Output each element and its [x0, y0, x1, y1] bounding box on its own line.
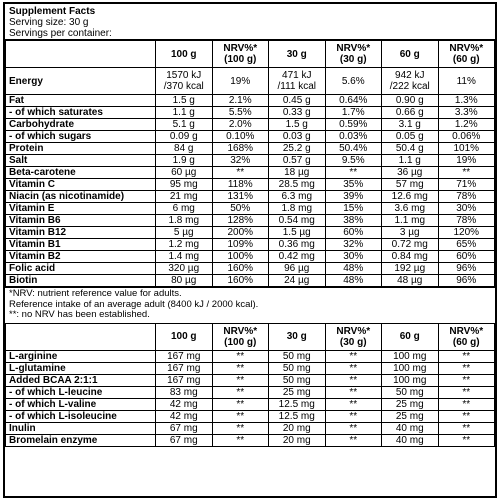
- cell-value: 0.33 g: [269, 107, 326, 119]
- cell-value: 3.1 g: [382, 119, 439, 131]
- cell-value: 128%: [212, 215, 269, 227]
- cell-value: 40 mg: [382, 422, 439, 434]
- amino-acid-table: [5, 323, 495, 447]
- cell-value: 6 mg: [156, 203, 213, 215]
- table-row: [6, 203, 495, 215]
- cell-value: 20 mg: [269, 434, 326, 446]
- serving-size: Serving size: 30 g: [9, 17, 89, 28]
- cell-value: 167 mg: [156, 374, 213, 386]
- cell-value: 50.4%: [325, 143, 382, 155]
- cell-value: 0.84 mg: [382, 251, 439, 263]
- cell-value: 48 µg: [382, 275, 439, 287]
- cell-value: 15%: [325, 203, 382, 215]
- table-row: [6, 215, 495, 227]
- facts-header: [5, 4, 495, 39]
- cell-value: 200%: [212, 227, 269, 239]
- cell-value: 57 mg: [382, 179, 439, 191]
- cell-value: 5.6%: [325, 68, 382, 95]
- cell-value: 0.05 g: [382, 131, 439, 143]
- row-label: Added BCAA 2:1:1: [6, 374, 156, 386]
- column-header: NRV%* (60 g): [438, 40, 495, 68]
- cell-value: **: [438, 410, 495, 422]
- column-header: 30 g: [269, 40, 326, 68]
- cell-value: 192 µg: [382, 263, 439, 275]
- cell-value: 167 mg: [156, 350, 213, 362]
- table-row: [6, 143, 495, 155]
- cell-value: 67 mg: [156, 434, 213, 446]
- cell-value: **: [438, 167, 495, 179]
- cell-value: 1.5 µg: [269, 227, 326, 239]
- cell-value: 109%: [212, 239, 269, 251]
- cell-value: 0.09 g: [156, 131, 213, 143]
- table-row: [6, 386, 495, 398]
- cell-value: 0.66 g: [382, 107, 439, 119]
- facts-title: Supplement Facts: [9, 6, 96, 17]
- table-row: [6, 107, 495, 119]
- row-label: - of which L-isoleucine: [6, 410, 156, 422]
- cell-value: 0.10%: [212, 131, 269, 143]
- cell-value: 42 mg: [156, 410, 213, 422]
- cell-value: 84 g: [156, 143, 213, 155]
- servings-per-container: Servings per container:: [9, 28, 112, 39]
- cell-value: 50 mg: [269, 362, 326, 374]
- column-header: NRV%* (30 g): [325, 40, 382, 68]
- cell-value: **: [438, 374, 495, 386]
- table-row: [6, 239, 495, 251]
- table-row: [6, 362, 495, 374]
- cell-value: **: [325, 410, 382, 422]
- cell-value: 1.1 g: [156, 107, 213, 119]
- cell-value: 95 mg: [156, 179, 213, 191]
- row-label: Beta-carotene: [6, 167, 156, 179]
- cell-value: 12.5 mg: [269, 398, 326, 410]
- cell-value: 0.36 mg: [269, 239, 326, 251]
- column-header: 60 g: [382, 40, 439, 68]
- column-header: 60 g: [382, 323, 439, 350]
- table-row: [6, 227, 495, 239]
- column-header: NRV%* (100 g): [212, 40, 269, 68]
- cell-value: 60%: [325, 227, 382, 239]
- cell-value: 78%: [438, 191, 495, 203]
- cell-value: **: [438, 362, 495, 374]
- row-label: Salt: [6, 155, 156, 167]
- cell-value: 0.90 g: [382, 95, 439, 107]
- cell-value: 100 mg: [382, 350, 439, 362]
- cell-value: **: [212, 374, 269, 386]
- row-label: Inulin: [6, 422, 156, 434]
- cell-value: 0.06%: [438, 131, 495, 143]
- cell-value: 25 mg: [382, 398, 439, 410]
- table-row: [6, 410, 495, 422]
- row-label: Carbohydrate: [6, 119, 156, 131]
- cell-value: 2.1%: [212, 95, 269, 107]
- cell-value: 32%: [212, 155, 269, 167]
- cell-value: 101%: [438, 143, 495, 155]
- cell-value: **: [212, 167, 269, 179]
- row-label: Vitamin B6: [6, 215, 156, 227]
- cell-value: 100 mg: [382, 362, 439, 374]
- cell-value: 32%: [325, 239, 382, 251]
- cell-value: 36 µg: [382, 167, 439, 179]
- cell-value: **: [325, 374, 382, 386]
- row-label: Vitamin B2: [6, 251, 156, 263]
- cell-value: **: [212, 422, 269, 434]
- cell-value: **: [438, 350, 495, 362]
- cell-value: 0.03%: [325, 131, 382, 143]
- cell-value: 96 µg: [269, 263, 326, 275]
- cell-value: 38%: [325, 215, 382, 227]
- cell-value: 12.5 mg: [269, 410, 326, 422]
- cell-value: 50 mg: [269, 350, 326, 362]
- cell-value: 1.7%: [325, 107, 382, 119]
- cell-value: 0.42 mg: [269, 251, 326, 263]
- header-row: [6, 40, 495, 68]
- row-label: L-arginine: [6, 350, 156, 362]
- row-label: - of which L-leucine: [6, 386, 156, 398]
- cell-value: 28.5 mg: [269, 179, 326, 191]
- cell-value: 2.0%: [212, 119, 269, 131]
- column-header: [6, 40, 156, 68]
- table-row: [6, 350, 495, 362]
- cell-value: 0.45 g: [269, 95, 326, 107]
- cell-value: 67 mg: [156, 422, 213, 434]
- cell-value: 942 kJ /222 kcal: [382, 68, 439, 95]
- row-label: L-glutamine: [6, 362, 156, 374]
- cell-value: 0.59%: [325, 119, 382, 131]
- cell-value: 1.2 mg: [156, 239, 213, 251]
- cell-value: 71%: [438, 179, 495, 191]
- cell-value: 320 µg: [156, 263, 213, 275]
- footnotes: [5, 287, 495, 323]
- cell-value: **: [325, 167, 382, 179]
- cell-value: 1.4 mg: [156, 251, 213, 263]
- row-label: - of which L-valine: [6, 398, 156, 410]
- cell-value: 48%: [325, 263, 382, 275]
- cell-value: 1.8 mg: [269, 203, 326, 215]
- cell-value: 30%: [325, 251, 382, 263]
- cell-value: 96%: [438, 263, 495, 275]
- table-row: [6, 167, 495, 179]
- cell-value: 1.1 mg: [382, 215, 439, 227]
- row-label: Protein: [6, 143, 156, 155]
- cell-value: **: [325, 422, 382, 434]
- cell-value: 19%: [212, 68, 269, 95]
- cell-value: **: [212, 434, 269, 446]
- column-header: [6, 323, 156, 350]
- cell-value: **: [212, 398, 269, 410]
- cell-value: 0.57 g: [269, 155, 326, 167]
- cell-value: 1.8 mg: [156, 215, 213, 227]
- cell-value: 96%: [438, 275, 495, 287]
- column-header: 30 g: [269, 323, 326, 350]
- cell-value: 50 mg: [269, 374, 326, 386]
- cell-value: 50 mg: [382, 386, 439, 398]
- column-header: NRV%* (60 g): [438, 323, 495, 350]
- cell-value: 0.03 g: [269, 131, 326, 143]
- row-label: Bromelain enzyme: [6, 434, 156, 446]
- column-header: NRV%* (30 g): [325, 323, 382, 350]
- cell-value: 1.1 g: [382, 155, 439, 167]
- table-row: [6, 422, 495, 434]
- cell-value: 0.72 mg: [382, 239, 439, 251]
- cell-value: 1.9 g: [156, 155, 213, 167]
- header-row: [6, 323, 495, 350]
- table-row: [6, 374, 495, 386]
- row-label: Biotin: [6, 275, 156, 287]
- cell-value: 118%: [212, 179, 269, 191]
- cell-value: 50.4 g: [382, 143, 439, 155]
- cell-value: 1.5 g: [156, 95, 213, 107]
- cell-value: 6.3 mg: [269, 191, 326, 203]
- cell-value: 100%: [212, 251, 269, 263]
- cell-value: 78%: [438, 215, 495, 227]
- cell-value: 471 kJ /111 kcal: [269, 68, 326, 95]
- table-row: [6, 263, 495, 275]
- cell-value: **: [212, 350, 269, 362]
- row-label: Vitamin E: [6, 203, 156, 215]
- cell-value: 25 mg: [269, 386, 326, 398]
- cell-value: 167 mg: [156, 362, 213, 374]
- row-label: Vitamin B12: [6, 227, 156, 239]
- table-row: [6, 155, 495, 167]
- cell-value: 42 mg: [156, 398, 213, 410]
- cell-value: 40 mg: [382, 434, 439, 446]
- table-row: [6, 275, 495, 287]
- cell-value: 30%: [438, 203, 495, 215]
- cell-value: 3.6 mg: [382, 203, 439, 215]
- table-row: [6, 131, 495, 143]
- column-header: 100 g: [156, 323, 213, 350]
- cell-value: 0.54 mg: [269, 215, 326, 227]
- cell-value: **: [212, 386, 269, 398]
- cell-value: 11%: [438, 68, 495, 95]
- footnote: Reference intake of an average adult (8400 kJ / 2000 kcal).: [9, 298, 259, 310]
- cell-value: 19%: [438, 155, 495, 167]
- row-label: Fat: [6, 95, 156, 107]
- row-label: - of which saturates: [6, 107, 156, 119]
- table-row: [6, 179, 495, 191]
- cell-value: 5.5%: [212, 107, 269, 119]
- cell-value: 1.2%: [438, 119, 495, 131]
- cell-value: **: [438, 434, 495, 446]
- cell-value: **: [212, 410, 269, 422]
- cell-value: 9.5%: [325, 155, 382, 167]
- row-label: Vitamin C: [6, 179, 156, 191]
- footnote: **: no NRV has been established.: [9, 309, 150, 320]
- cell-value: **: [325, 362, 382, 374]
- row-label: Energy: [6, 68, 156, 95]
- table-row: [6, 68, 495, 95]
- cell-value: 131%: [212, 191, 269, 203]
- cell-value: **: [438, 398, 495, 410]
- cell-value: 24 µg: [269, 275, 326, 287]
- cell-value: 168%: [212, 143, 269, 155]
- row-label: Vitamin B1: [6, 239, 156, 251]
- cell-value: 1570 kJ /370 kcal: [156, 68, 213, 95]
- cell-value: 20 mg: [269, 422, 326, 434]
- cell-value: 5 µg: [156, 227, 213, 239]
- cell-value: 3 µg: [382, 227, 439, 239]
- cell-value: 18 µg: [269, 167, 326, 179]
- cell-value: 35%: [325, 179, 382, 191]
- cell-value: 80 µg: [156, 275, 213, 287]
- cell-value: **: [325, 434, 382, 446]
- column-header: NRV%* (100 g): [212, 323, 269, 350]
- cell-value: 25 mg: [382, 410, 439, 422]
- cell-value: 0.64%: [325, 95, 382, 107]
- cell-value: 50%: [212, 203, 269, 215]
- cell-value: **: [325, 350, 382, 362]
- cell-value: 1.5 g: [269, 119, 326, 131]
- cell-value: 65%: [438, 239, 495, 251]
- table-row: [6, 398, 495, 410]
- table-row: [6, 434, 495, 446]
- cell-value: 48%: [325, 275, 382, 287]
- cell-value: **: [325, 398, 382, 410]
- cell-value: 21 mg: [156, 191, 213, 203]
- cell-value: 120%: [438, 227, 495, 239]
- cell-value: 39%: [325, 191, 382, 203]
- cell-value: **: [438, 386, 495, 398]
- cell-value: 5.1 g: [156, 119, 213, 131]
- cell-value: 100 mg: [382, 374, 439, 386]
- cell-value: 160%: [212, 263, 269, 275]
- row-label: - of which sugars: [6, 131, 156, 143]
- supplement-facts-panel: [3, 2, 497, 498]
- table-row: [6, 95, 495, 107]
- cell-value: **: [212, 362, 269, 374]
- cell-value: 83 mg: [156, 386, 213, 398]
- table-row: [6, 251, 495, 263]
- nutrition-table: [5, 39, 495, 287]
- row-label: Niacin (as nicotinamide): [6, 191, 156, 203]
- cell-value: 60 µg: [156, 167, 213, 179]
- cell-value: **: [325, 386, 382, 398]
- cell-value: 25.2 g: [269, 143, 326, 155]
- cell-value: **: [438, 422, 495, 434]
- cell-value: 60%: [438, 251, 495, 263]
- row-label: Folic acid: [6, 263, 156, 275]
- footnote: *NRV: nutrient reference value for adults.: [9, 288, 182, 299]
- cell-value: 160%: [212, 275, 269, 287]
- table-row: [6, 191, 495, 203]
- table-row: [6, 119, 495, 131]
- cell-value: 12.6 mg: [382, 191, 439, 203]
- column-header: 100 g: [156, 40, 213, 68]
- cell-value: 3.3%: [438, 107, 495, 119]
- cell-value: 1.3%: [438, 95, 495, 107]
